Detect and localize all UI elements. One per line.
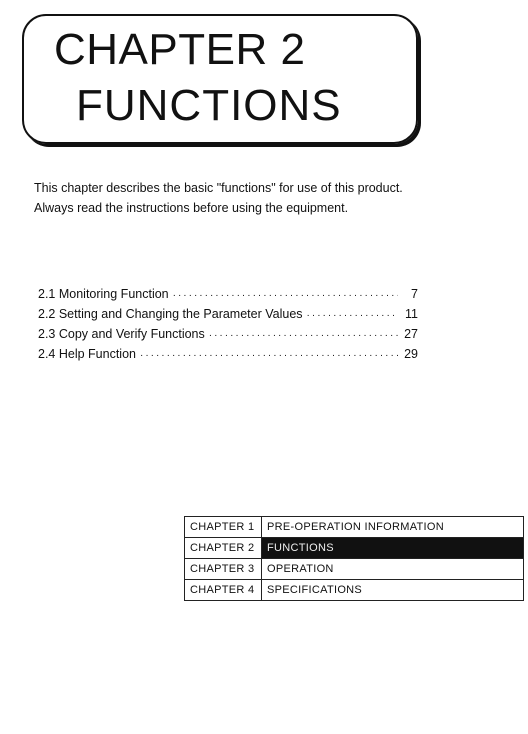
- chapter-number: CHAPTER 1: [185, 517, 262, 538]
- chapter-name: OPERATION: [262, 559, 524, 580]
- chapter-index-row[interactable]: [185, 517, 524, 538]
- chapter-index-table: [184, 516, 524, 601]
- intro-line-1: This chapter describes the basic "functions" for use of this product.: [34, 181, 403, 195]
- toc-leader-dots: [173, 286, 398, 306]
- chapter-number: CHAPTER 4: [185, 580, 262, 601]
- toc-entry[interactable]: [38, 284, 418, 304]
- toc-entry-page: 29: [404, 347, 418, 361]
- chapter-index-row-current[interactable]: [185, 538, 524, 559]
- chapter-index-row[interactable]: [185, 559, 524, 580]
- chapter-name: FUNCTIONS: [262, 538, 524, 559]
- chapter-number: CHAPTER 2: [185, 538, 262, 559]
- chapter-title: FUNCTIONS: [76, 81, 342, 130]
- chapter-title-box: [22, 14, 418, 144]
- toc-leader-dots: [307, 306, 398, 326]
- toc-entry-page: 7: [411, 287, 418, 301]
- toc-entry-title: 2.2 Setting and Changing the Parameter Values: [38, 307, 303, 321]
- toc-entry[interactable]: [38, 344, 418, 364]
- toc-leader-dots: [140, 346, 398, 366]
- chapter-name: SPECIFICATIONS: [262, 580, 524, 601]
- table-of-contents: [38, 284, 418, 364]
- chapter-label: CHAPTER 2: [54, 25, 306, 74]
- intro-line-2: Always read the instructions before using the equipment.: [34, 201, 349, 215]
- toc-entry-title: 2.3 Copy and Verify Functions: [38, 327, 205, 341]
- toc-entry-page: 27: [404, 327, 418, 341]
- toc-entry-title: 2.1 Monitoring Function: [38, 287, 169, 301]
- toc-entry[interactable]: [38, 304, 418, 324]
- chapter-intro: [34, 178, 424, 218]
- toc-leader-dots: [209, 326, 398, 346]
- toc-entry-title: 2.4 Help Function: [38, 347, 136, 361]
- chapter-index-row[interactable]: [185, 580, 524, 601]
- chapter-number: CHAPTER 3: [185, 559, 262, 580]
- toc-entry[interactable]: [38, 324, 418, 344]
- chapter-name: PRE-OPERATION INFORMATION: [262, 517, 524, 538]
- toc-entry-page: 11: [405, 307, 418, 321]
